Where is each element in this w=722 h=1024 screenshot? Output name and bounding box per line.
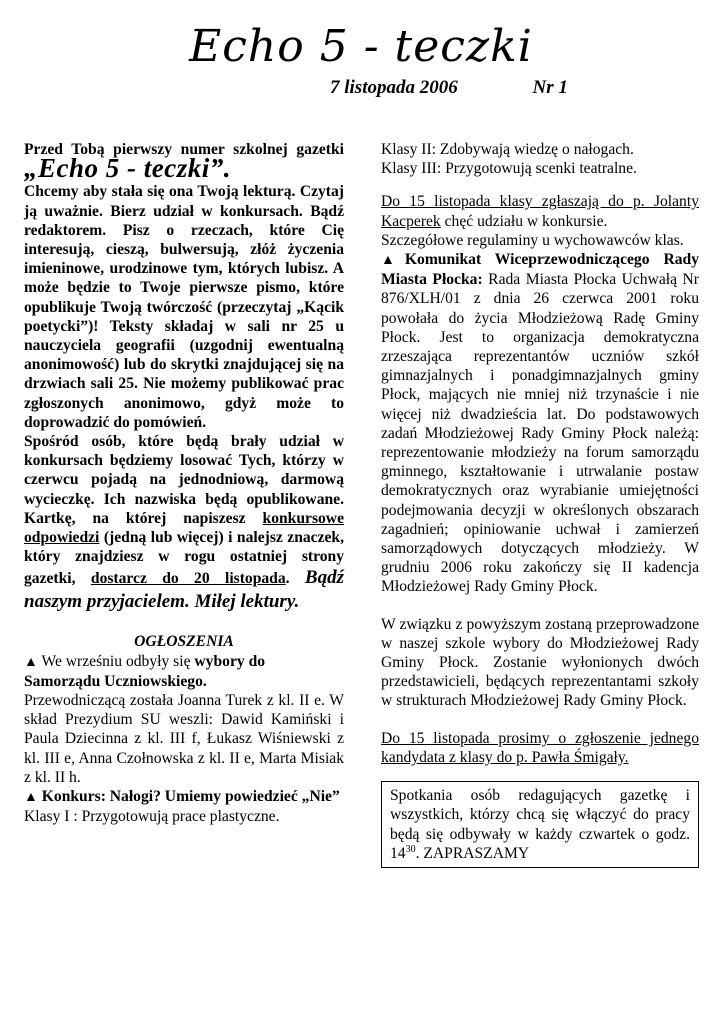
issue-date: 7 listopada 2006: [330, 77, 458, 98]
rules-text: Szczegółowe regulaminy u wychowawców klas.: [381, 231, 684, 249]
triangle-bullet-icon: ▲: [381, 253, 405, 269]
triangle-bullet-icon: ▲: [24, 654, 38, 670]
meetings-box: [381, 781, 699, 868]
right-column: [381, 140, 699, 868]
intro-body: Chcemy aby stała się ona Twoją lekturą. Czytaj ją uważnie. Bierz udział w konkursach. Bądź redaktorem. Pisz o rzeczach, które Cię interesują, cieszą, bulwersują, złóż życzenia imieninowe, urodzinowe tym, których lubisz. A może będzie to Twoje pierwsze pismo, które opublikuje Twoją twórczość (przeczytaj „Kącik poetycki”)! Teksty składaj w sali nr 25 u nauczyciela geografii (uzgodnij ewentualną anonimowość) lub do skrytki znajdującej się na drzwiach sali 25. Nie możemy publikować prac zgłoszonych anonimowo, gdyż może to doprowadzić do pomówień.: [24, 183, 344, 431]
class-1-task: Klasy I : Przygotowują prace plastyczne.: [24, 808, 280, 826]
meetings-time-sup: 30: [405, 843, 416, 855]
draw-paragraph: [24, 432, 344, 614]
intro-lead: Przed Tobą pierwszy numer szkolnej gazetki: [24, 141, 344, 158]
spacer: [381, 597, 699, 615]
intro-gazette-title: „Echo 5 - teczki”.: [24, 153, 231, 184]
council-paragraph: [381, 250, 699, 597]
school-elections: W związku z powyższym zostaną przeprowadzone w naszej szkole wybory do Młodzieżowej Rady Gminy Płock. Zostanie wyłonionych dwóch przedstawicieli, będących reprezentantami szkoły w strukturach Młodzieżowej Rady Gminy Płock.: [381, 615, 699, 710]
meetings-text: Spotkania osób redagujących gazetkę i wszystkich, którzy chcą się włączyć do pracy będą się odbywały w każdy czwartek o godz. 14: [390, 787, 690, 862]
elections-intro: We wrześniu odbyły się: [41, 652, 191, 670]
deliver-deadline: dostarcz do 20 listopada: [90, 570, 286, 588]
draw-text-2: (jedną lub więcej) i nalejsz znaczek, który znajdziesz w rogu ostatniej strony gazetki,: [24, 529, 344, 588]
elections-line: [24, 652, 344, 691]
class-2-task: Klasy II: Zdobywają wiedzę o nałogach.: [381, 141, 634, 158]
triangle-bullet-icon: ▲: [24, 790, 38, 806]
contest-answers-link: konkursowe odpowiedzi: [24, 509, 344, 547]
announcements-heading: OGŁOSZENIA: [134, 633, 234, 651]
intro-paragraph: [24, 140, 344, 182]
masthead-title: Echo 5 - teczki: [189, 21, 533, 72]
elections-text: Przewodniczącą została Joanna Turek z kl. II e. W skład Prezydium SU weszli: Dawid Kamiński i Paula Dziecinna z kl. III f, Łukasz Wiśniewski z kl. III e, Anna Czołnowska z kl. II e, Marta Misiak z kl. II h.: [24, 692, 344, 786]
draw-text-1: Spośród osób, które będą brały udział w konkursach będziemy losować Tych, którzy w czerwcu pojadą na jednodniową, darmową wycieczkę. Ich nazwiska będą opublikowane. Kartkę, na której napiszesz: [24, 433, 344, 527]
closing-wish: Bądź naszym przyjacielem. Miłej lektury.: [24, 567, 344, 613]
elections-bold: wybory do Samorządu Uczniowskiego.: [24, 652, 266, 690]
candidate-notice: Do 15 listopada prosimy o zgłoszenie jednego kandydata z klasy do p. Pawła Śmigały.: [381, 729, 699, 766]
meetings-invite: . ZAPRASZAMY: [415, 844, 530, 862]
issue-number: Nr 1: [532, 77, 568, 98]
spacer: [381, 767, 699, 781]
spacer: [24, 614, 344, 632]
draw-end: .: [285, 570, 290, 588]
spacer: [381, 178, 699, 192]
contest-heading: Konkurs: Nałogi? Umiemy powiedzieć „Nie”: [41, 788, 340, 806]
dateline: [330, 76, 568, 100]
council-text: Rada Miasta Płocka Uchwałą Nr 876/XLH/01 z dnia 26 czerwca 2001 roku powołała do życia Młodzieżową Radę Gminy Płock. Jest to organizacja demokratyczna zrzeszająca reprezentantów uczniów szkół gimnazjalnych i ponadgimnazjalnych gminy Płock, mających nie mniej niż trzynaście i nie więcej niż dwadzieścia lat. Do podstawowych zadań Młodzieżowej Rady Gminy Płock należą: reprezentowanie młodzieży na forum samorządu gminnego, kształtowanie i utrwalanie postaw demokratycznych oraz wyrabianie umiejętności podejmowania decyzji w określonych obszarach zagadnień; opiniowanie uchwał i zamierzeń samorządowych dotyczących młodzieży. W grudniu 2006 roku zakończy się II kadencja Młodzieżowej Rady Gminy Płock.: [381, 271, 699, 596]
deadline-rest: chęć udziału w konkursie.: [444, 212, 608, 230]
class-3-task: Klasy III: Przygotowują scenki teatralne.: [381, 160, 637, 178]
left-column: [24, 140, 344, 827]
spacer: [381, 711, 699, 729]
council-heading: Komunikat Wiceprzewodniczącego Rady Miasta Płocka:: [381, 251, 699, 289]
deadline-underlined: Do 15 listopada klasy zgłaszają do p. Jolanty Kacperek: [381, 193, 699, 230]
deadline-paragraph: [381, 192, 699, 230]
contest-heading-line: [24, 787, 344, 807]
